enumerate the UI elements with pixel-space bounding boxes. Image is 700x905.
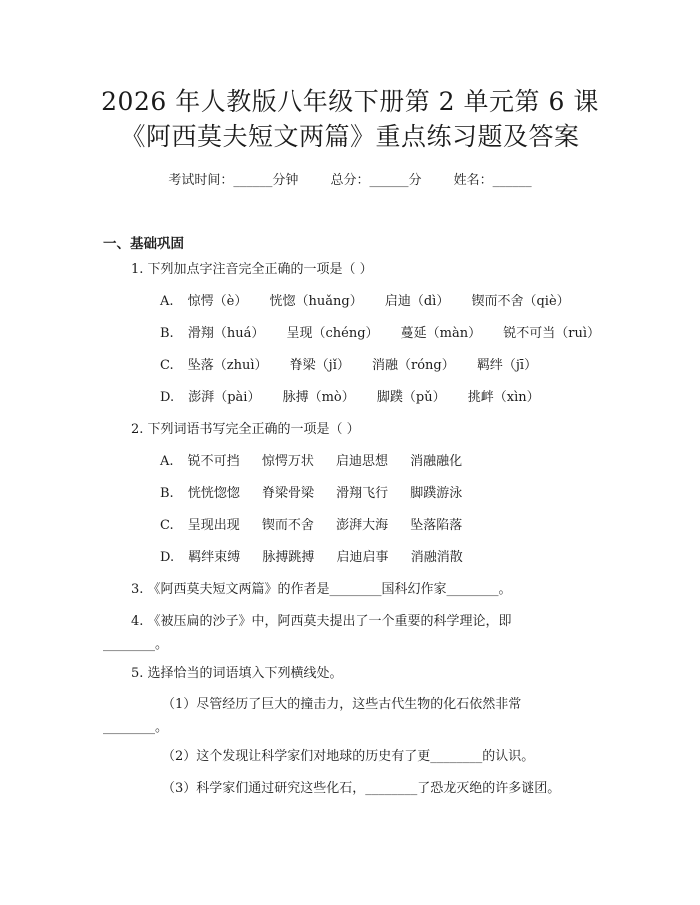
option-item: 蔓延（màn） <box>400 326 482 341</box>
question-2-stem: 2. 下列词语书写完全正确的一项是（ ） <box>131 422 360 437</box>
option-item: 滑翔飞行 <box>336 486 389 501</box>
option-label: B. <box>160 486 174 501</box>
option-item: 锐不可当（ruì） <box>503 326 600 341</box>
q1-option-d <box>160 389 558 407</box>
question-5-stem: 5. 选择恰当的词语填入下列横线处。 <box>131 666 343 681</box>
option-item: 脊梁骨梁 <box>261 486 314 501</box>
document-title-line2: 《阿西莫夫短文两篇》重点练习题及答案 <box>120 122 580 151</box>
question-5-sub1-line2: ________。 <box>103 720 169 735</box>
section-heading: 一、基础巩固 <box>103 236 184 252</box>
option-item: 坠落陷落 <box>410 518 463 533</box>
q2-option-d <box>160 549 481 567</box>
q2-option-a <box>160 453 480 471</box>
option-label: A. <box>160 454 174 469</box>
option-item: 消融融化 <box>410 454 463 469</box>
option-item: 恍恍惚惚 <box>187 486 240 501</box>
option-label: C. <box>160 518 174 533</box>
q2-option-b <box>160 485 480 503</box>
option-item: 启迪启事 <box>336 550 389 565</box>
q1-option-a <box>160 293 588 311</box>
option-item: 锐不可挡 <box>187 454 240 469</box>
option-item: 锲而不舍 <box>261 518 314 533</box>
option-item: 滑翔（huá） <box>187 326 265 341</box>
option-item: 澎湃大海 <box>336 518 389 533</box>
question-5-sub3: （3）科学家们通过研究这些化石，________了恐龙灭绝的许多谜团。 <box>162 781 561 796</box>
option-item: 惊愕（è） <box>187 294 248 309</box>
exam-time: 考试时间：______分钟 <box>168 173 299 188</box>
option-item: 启迪（dì） <box>384 294 450 309</box>
option-item: 消融（róng） <box>372 358 455 373</box>
document-title-line1: 2026 年人教版八年级下册第 2 单元第 6 课 <box>101 87 599 116</box>
option-label: B. <box>160 326 174 341</box>
question-5-sub2: （2）这个发现让科学家们对地球的历史有了更________的认识。 <box>162 749 535 764</box>
option-item: 启迪思想 <box>335 454 388 469</box>
q1-option-c <box>160 357 555 375</box>
q1-option-b <box>160 325 618 343</box>
option-item: 脉搏（mò） <box>282 390 355 405</box>
option-label: C. <box>160 358 174 373</box>
question-4-line2: ________。 <box>103 637 169 652</box>
option-item: 锲而不舍（qiè） <box>471 294 570 309</box>
option-item: 羁绊束缚 <box>188 550 241 565</box>
option-item: 脉搏跳搏 <box>262 550 315 565</box>
exam-name: 姓名：______ <box>453 173 532 188</box>
option-item: 挑衅（xìn） <box>467 390 540 405</box>
question-5-sub1-line1: （1）尽管经历了巨大的撞击力，这些古代生物的化石依然非常 <box>162 697 522 712</box>
question-4-line1: 4. 《被压扁的沙子》中，阿西莫夫提出了一个重要的科学理论，即 <box>131 614 512 629</box>
q2-option-c <box>160 517 480 535</box>
option-label: A. <box>160 294 174 309</box>
option-item: 恍惚（huǎng） <box>269 294 363 309</box>
option-item: 脊梁（jǐ） <box>289 358 350 373</box>
option-item: 羁绊（jī） <box>476 358 538 373</box>
exam-score: 总分：______分 <box>330 173 422 188</box>
option-item: 脚蹼游泳 <box>410 486 463 501</box>
option-label: D. <box>160 390 175 405</box>
exam-meta <box>0 172 700 190</box>
option-label: D. <box>160 550 175 565</box>
option-item: 澎湃（pài） <box>188 390 261 405</box>
option-item: 脚蹼（pǔ） <box>376 390 446 405</box>
option-item: 消融消散 <box>410 550 463 565</box>
question-1-stem: 1. 下列加点字注音完全正确的一项是（ ） <box>131 262 373 277</box>
option-item: 呈现出现 <box>187 518 240 533</box>
option-item: 坠落（zhuì） <box>187 358 268 373</box>
option-item: 惊愕万状 <box>261 454 314 469</box>
question-3: 3. 《阿西莫夫短文两篇》的作者是________国科幻作家________。 <box>131 582 512 597</box>
option-item: 呈现（chéng） <box>286 326 379 341</box>
